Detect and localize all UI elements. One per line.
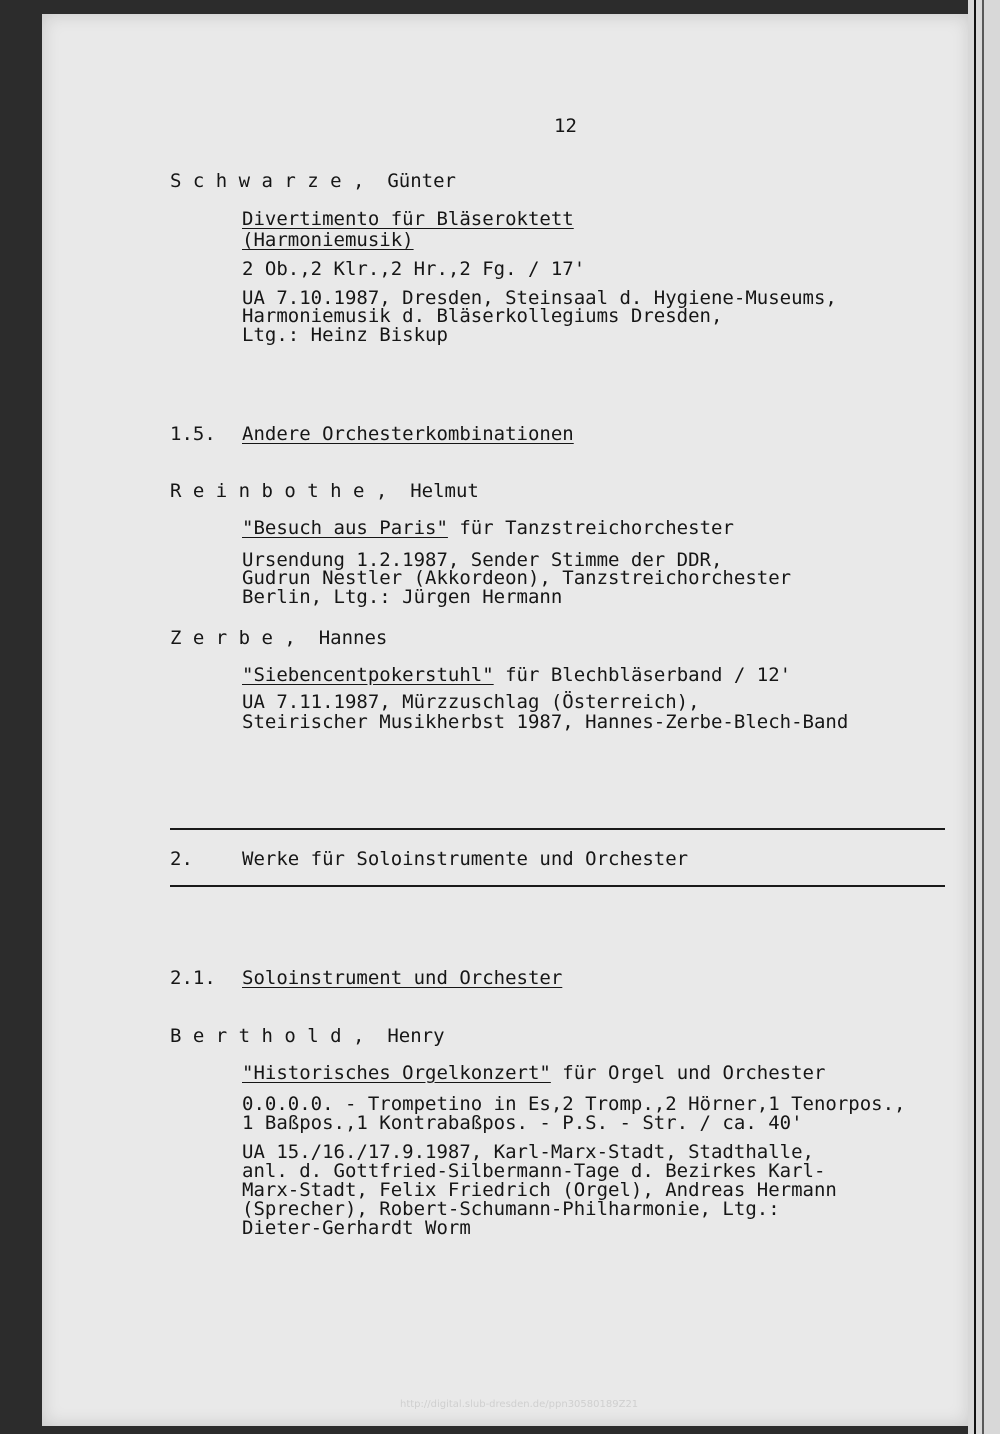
work-scoring: 0.0.0.0. - Trompetino in Es,2 Tromp.,2 Hörner,1 Tenorpos., xyxy=(242,1093,906,1115)
work-title-rest: für Blechbläserband / 12' xyxy=(493,664,792,686)
work-title-rest: für Tanzstreichorchester xyxy=(447,517,734,539)
composer-berthold: B e r t h o l d , Henry xyxy=(170,1025,445,1047)
premiere-line: UA 7.10.1987, Dresden, Steinsaal d. Hygiene-Museums, xyxy=(242,287,837,309)
section-title: Andere Orchesterkombinationen xyxy=(242,423,574,445)
composer-schwarze: S c h w a r z e , Günter xyxy=(170,170,456,192)
premiere-line: Ursendung 1.2.1987, Sender Stimme der DDR, xyxy=(242,549,723,571)
work-title-line1: Divertimento für Bläseroktett xyxy=(242,208,574,230)
section-number: 2. xyxy=(170,848,193,870)
premiere-line: Dieter-Gerhardt Worm xyxy=(242,1217,471,1239)
premiere-line: Ltg.: Heinz Biskup xyxy=(242,324,448,346)
premiere-line: Gudrun Nestler (Akkordeon), Tanzstreichorchester xyxy=(242,567,792,589)
work-title-line2: (Harmoniemusik) xyxy=(242,229,414,251)
work-title-underlined: "Historisches Orgelkonzert" xyxy=(242,1062,551,1084)
work-title xyxy=(242,518,734,539)
premiere-line: (Sprecher), Robert-Schumann-Philharmonie, Ltg.: xyxy=(242,1198,780,1220)
premiere-line: UA 7.11.1987, Mürzzuschlag (Österreich), xyxy=(242,691,700,713)
work-title-underlined: "Besuch aus Paris" xyxy=(242,517,448,539)
premiere-line: Berlin, Ltg.: Jürgen Hermann xyxy=(242,586,563,608)
book-edge xyxy=(968,0,1000,1434)
section-rule-top xyxy=(170,828,945,830)
premiere-line: Marx-Stadt, Felix Friedrich (Orgel), Andreas Hermann xyxy=(242,1179,837,1201)
work-scoring: 1 Baßpos.,1 Kontrabaßpos. - P.S. - Str. / ca. 40' xyxy=(242,1112,803,1134)
section-title: Werke für Soloinstrumente und Orchester xyxy=(242,848,689,870)
section-number: 1.5. xyxy=(170,423,216,445)
page-number: 12 xyxy=(554,115,577,137)
premiere-line: Harmoniemusik d. Bläserkollegiums Dresden, xyxy=(242,305,723,327)
source-url: http://digital.slub-dresden.de/ppn30580189Z21 xyxy=(400,1399,639,1410)
work-title xyxy=(242,1063,825,1084)
section-title: Soloinstrument und Orchester xyxy=(242,967,563,989)
premiere-line: UA 15./16./17.9.1987, Karl-Marx-Stadt, Stadthalle, xyxy=(242,1141,814,1163)
section-number: 2.1. xyxy=(170,967,216,989)
section-rule-bottom xyxy=(170,885,945,887)
premiere-line: anl. d. Gottfried-Silbermann-Tage d. Bezirkes Karl- xyxy=(242,1160,826,1182)
premiere-line: Steirischer Musikherbst 1987, Hannes-Zerbe-Blech-Band xyxy=(242,711,849,733)
work-scoring: 2 Ob.,2 Klr.,2 Hr.,2 Fg. / 17' xyxy=(242,258,586,280)
work-title-rest: für Orgel und Orchester xyxy=(550,1062,826,1084)
composer-zerbe: Z e r b e , Hannes xyxy=(170,627,388,649)
composer-reinbothe: R e i n b o t h e , Helmut xyxy=(170,480,479,502)
work-title xyxy=(242,665,791,686)
work-title-underlined: "Siebencentpokerstuhl" xyxy=(242,664,494,686)
